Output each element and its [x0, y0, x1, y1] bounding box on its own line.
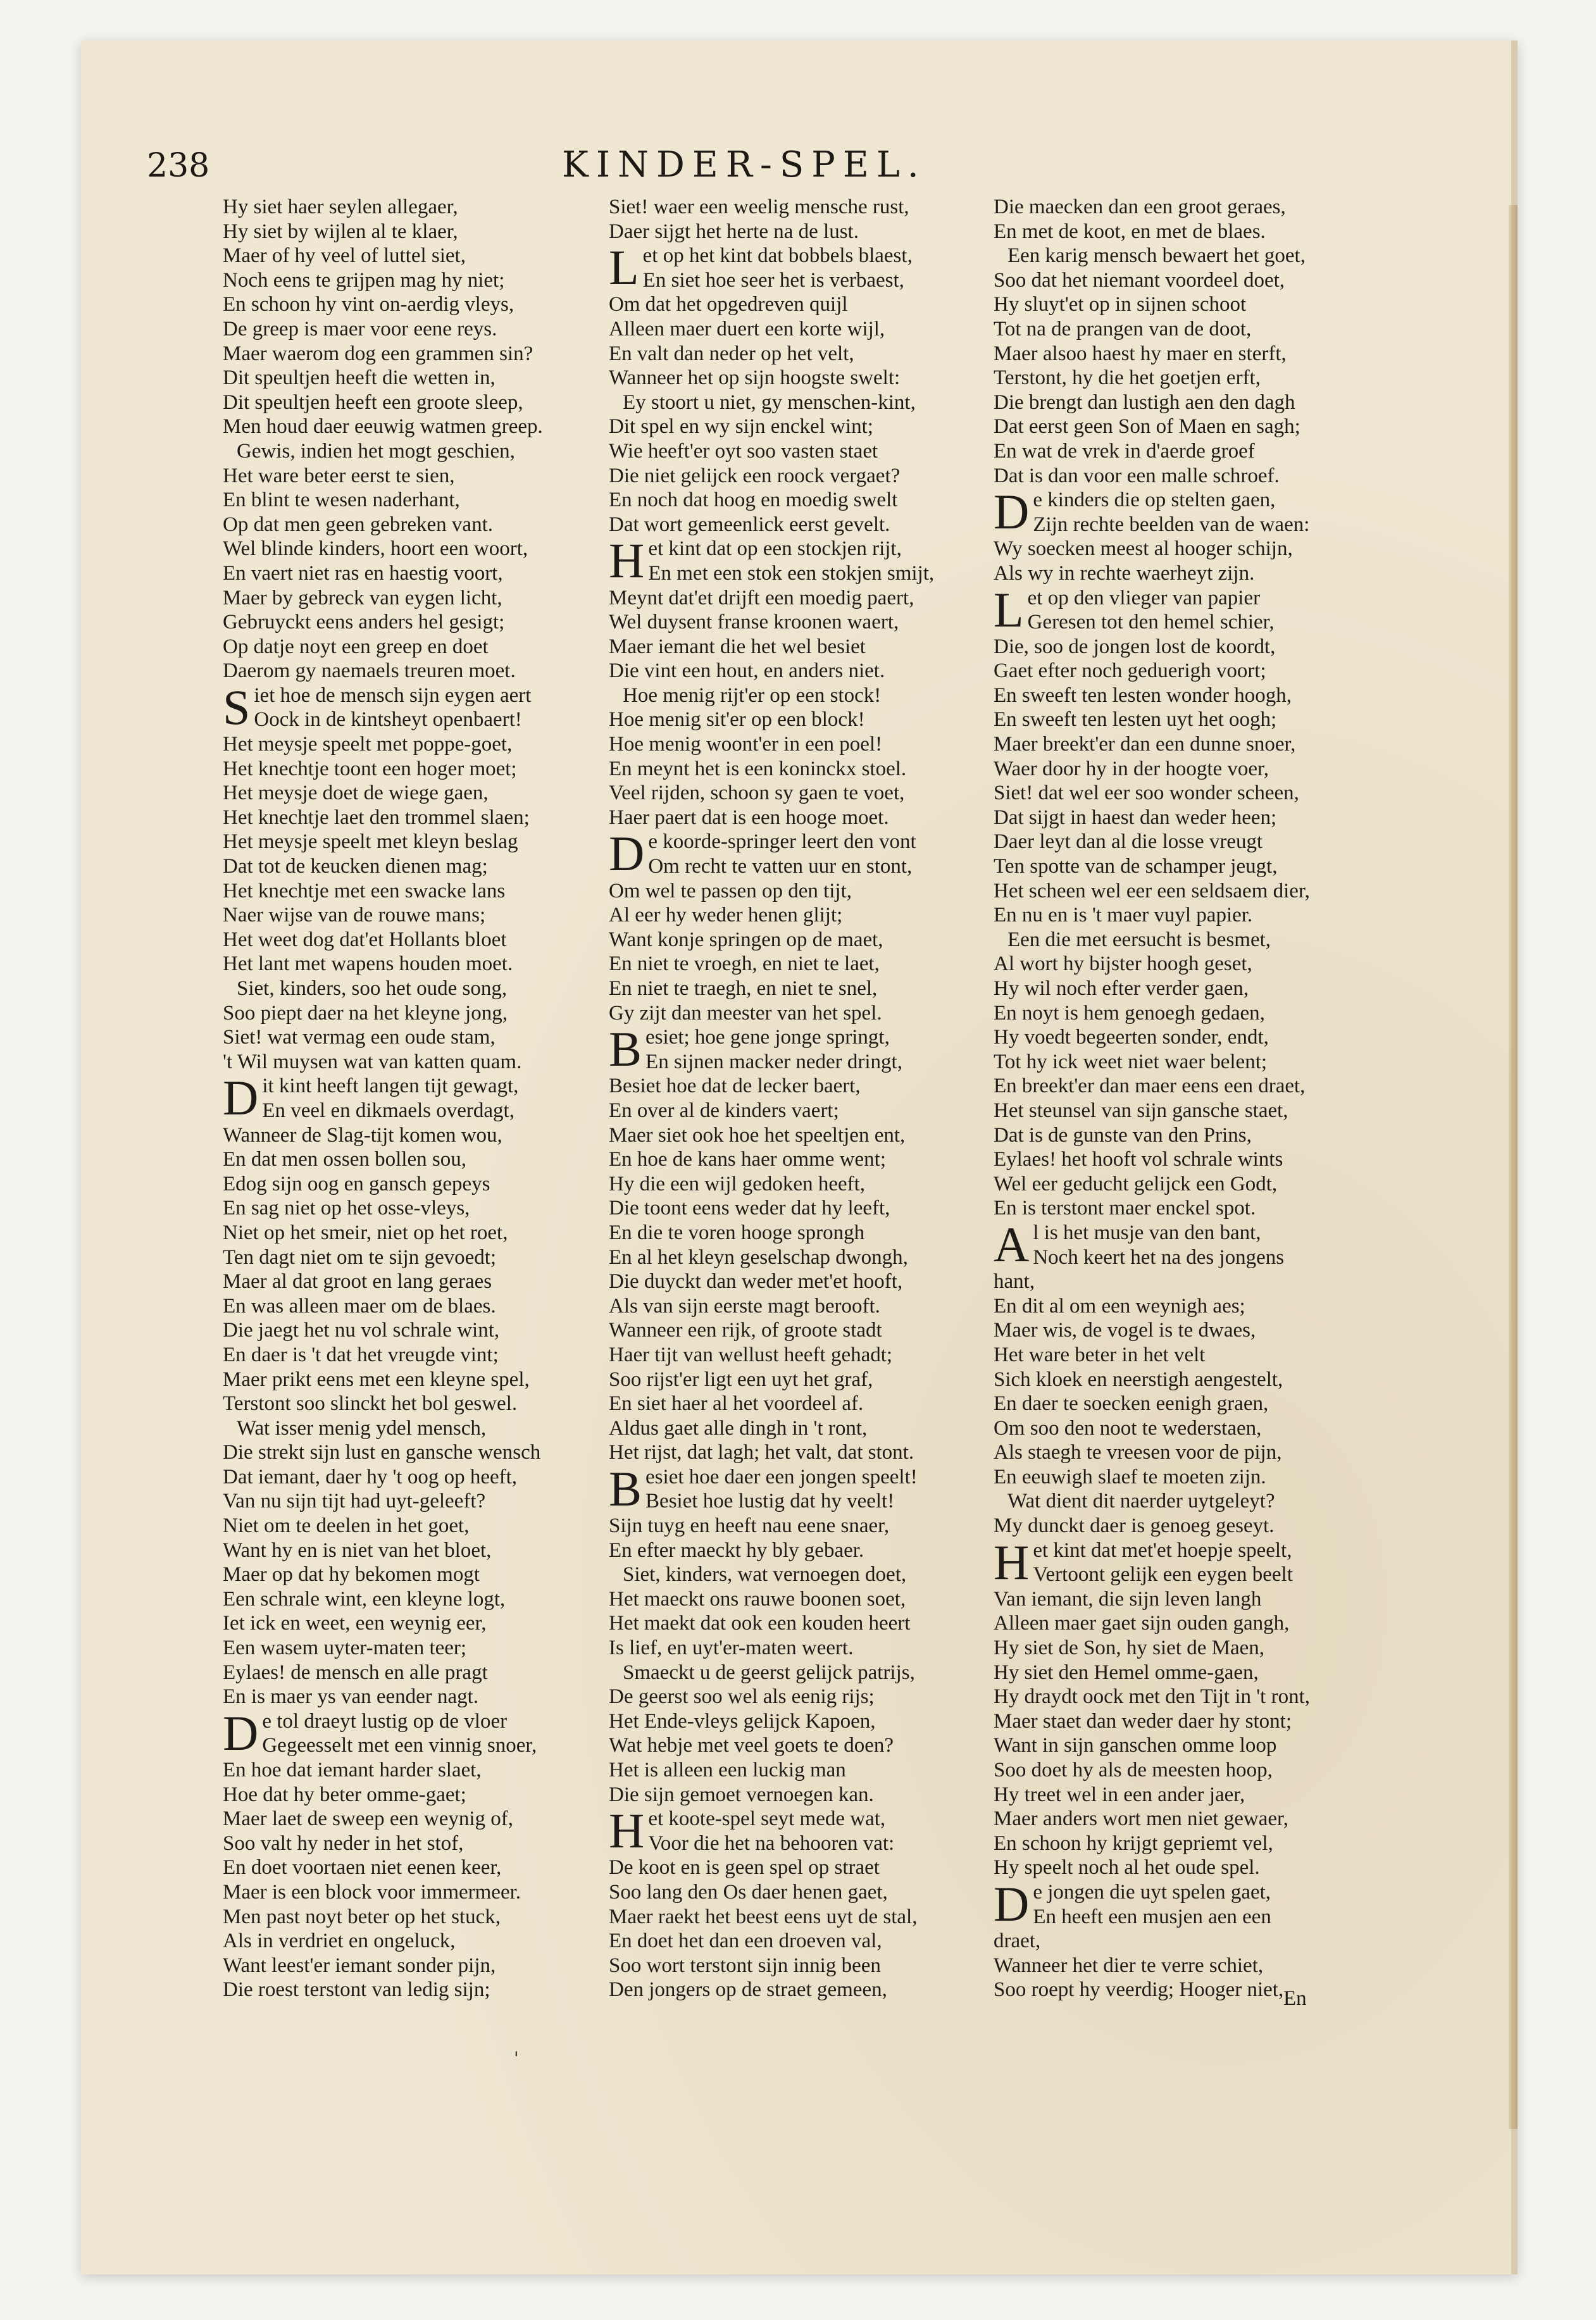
text-line: Maer of hy veel of luttel siet, — [223, 244, 466, 268]
text-line: Dat wort gemeenlick eerst gevelt. — [609, 513, 890, 536]
text-line: Maer prikt eens met een kleyne spel, — [223, 1368, 530, 1391]
drop-cap: H — [994, 1534, 1030, 1590]
text-line: Hy treet wel in een ander jaer, — [994, 1783, 1245, 1806]
text-line: Siet, kinders, soo het oude song, — [237, 977, 508, 1000]
text-line: Niet op het smeir, niet op het roet, — [223, 1221, 508, 1244]
text-line: Maer by gebreck van eygen licht, — [223, 586, 502, 609]
text-line: Op datje noyt een greep en doet — [223, 635, 489, 658]
text-line: Vertoont gelijk een eygen beelt — [1033, 1563, 1293, 1587]
text-line: De jongen die uyt spelen gaet, — [994, 1876, 1271, 1931]
text-line: Wat isser menig ydel mensch, — [237, 1416, 487, 1440]
drop-cap: A — [994, 1216, 1030, 1272]
text-line: Oock in de kintsheyt openbaert! — [254, 708, 522, 732]
text-line: Wanneer de Slag-tijt komen wou, — [223, 1123, 502, 1147]
text-line: Gebruyckt eens anders hel gesigt; — [223, 611, 505, 634]
text-line: Daer sijgt het herte na de lust. — [609, 220, 859, 243]
text-line: Gegeesselt met een vinnig snoer, — [262, 1734, 537, 1757]
text-line: Dit speultjen heeft een groote sleep, — [223, 390, 523, 414]
drop-cap: D — [994, 1876, 1030, 1931]
text-line: Het koote-spel seyt mede wat, — [609, 1803, 886, 1859]
text-line: Hy siet de Son, hy siet de Maen, — [994, 1637, 1265, 1660]
text-line: Het Ende-vleys gelijck Kapoen, — [609, 1709, 876, 1733]
text-line: En over al de kinders vaert; — [609, 1099, 839, 1122]
text-line: Wel duysent franse kroonen waert, — [609, 611, 899, 634]
text-line: De geerst soo wel als eenig rijs; — [609, 1685, 875, 1709]
text-line: Het maeckt ons rauwe boonen soet, — [609, 1587, 906, 1611]
text-line: Het scheen wel eer een seldsaem dier, — [994, 879, 1310, 902]
text-line: Het meysje speelt met kleyn beslag — [223, 830, 518, 854]
text-line: Die maecken dan een groot geraes, — [994, 196, 1286, 218]
drop-cap: D — [223, 1705, 259, 1761]
text-line: Tot hy ick weet niet waer belent; — [994, 1050, 1268, 1073]
text-line: Hy siet den Hemel omme-gaen, — [994, 1661, 1259, 1684]
text-line: Maer raekt het beest eens uyt de stal, — [609, 1905, 918, 1928]
text-line: En niet te traegh, en niet te snel, — [609, 977, 878, 1000]
text-line: Die, soo de jongen lost de koordt, — [994, 635, 1276, 658]
text-line: En sweeft ten lesten uyt het oogh; — [994, 708, 1277, 732]
text-line: Een karig mensch bewaert het goet, — [1007, 244, 1306, 268]
catchword: En — [1283, 1987, 1307, 2010]
text-line: Soo rijst'er ligt een uyt het graf, — [609, 1368, 873, 1391]
text-line: Maer anders wort men niet gewaer, — [994, 1807, 1288, 1831]
text-line: Het meysje speelt met poppe-goet, — [223, 733, 513, 756]
text-line: Dat sijgt in haest dan weder heen; — [994, 806, 1277, 829]
text-line: Voor die het na behooren vat: — [648, 1831, 895, 1855]
text-line: Dit kint heeft langen tijt gewagt, — [223, 1070, 519, 1126]
text-line: Hy speelt noch al het oude spel. — [994, 1856, 1260, 1880]
text-line: Die strekt sijn lust en gansche wensch — [223, 1441, 541, 1464]
text-line: En hoe de kans haer omme went; — [609, 1148, 887, 1171]
text-line: Die jaegt het nu vol schrale wint, — [223, 1319, 500, 1342]
text-line: Is lief, en uyt'er-maten weert. — [609, 1637, 854, 1660]
text-line: Siet! dat wel eer soo wonder scheen, — [994, 782, 1299, 805]
stray-mark: ' — [514, 2048, 519, 2069]
drop-cap: L — [609, 240, 639, 296]
text-line: Het lant met wapens houden moet. — [223, 952, 513, 976]
page-number: 238 — [147, 147, 210, 185]
text-line: En dit al om een weynigh aes; — [994, 1294, 1245, 1318]
text-line: De tol draeyt lustig op de vloer — [223, 1705, 508, 1761]
text-line: Siet, kinders, wat vernoegen doet, — [623, 1563, 907, 1587]
running-head: KINDER-SPEL. — [562, 144, 926, 185]
text-line: En sag niet op het osse-vleys, — [223, 1197, 470, 1220]
text-line: Daer leyt dan al die losse vreugt — [994, 830, 1263, 854]
text-line: Wat dient dit naerder uytgeleyt? — [1007, 1490, 1275, 1513]
text-line: Hy draydt oock met den Tijt in 't ront, — [994, 1685, 1311, 1709]
text-line: Gewis, indien het mogt geschien, — [237, 439, 515, 463]
text-line: Het ware beter in het velt — [994, 1343, 1206, 1366]
text-line: En blint te wesen naderhant, — [223, 489, 460, 512]
text-line: Hy voedt begeerten sonder, endt, — [994, 1026, 1269, 1049]
text-line: En eeuwigh slaef te moeten zijn. — [994, 1465, 1266, 1488]
text-line: Soo dat het niemant voordeel doet, — [994, 268, 1285, 292]
text-line: De greep is maer voor eene reys. — [223, 317, 497, 340]
text-line: En doet voortaen niet eenen keer, — [223, 1856, 502, 1880]
text-line: Want hy en is niet van het bloet, — [223, 1538, 492, 1562]
text-line: Hoe menig woont'er in een poel! — [609, 733, 883, 756]
text-line: Wie heeft'er oyt soo vasten staet — [609, 439, 878, 463]
text-line: Aldus gaet alle dingh in 't ront, — [609, 1416, 868, 1440]
text-line: Als staegh te vreesen voor de pijn, — [994, 1441, 1282, 1464]
text-line: Alleen maer duert een korte wijl, — [609, 317, 885, 340]
text-line: Van nu sijn tijt had uyt-geleeft? — [223, 1490, 486, 1513]
text-line: Dat iemant, daer hy 't oog op heeft, — [223, 1465, 518, 1488]
text-line: Die niet gelijck een roock vergaet? — [609, 464, 901, 487]
text-line: Let op het kint dat bobbels blaest, — [609, 240, 913, 296]
text-column-right — [994, 195, 1386, 2002]
text-line: En dat men ossen bollen sou, — [223, 1148, 466, 1171]
text-line: Soo wort terstont sijn innig been — [609, 1954, 881, 1977]
text-line: Wy soecken meest al hooger schijn, — [994, 537, 1293, 561]
text-line: En met de koot, en met de blaes. — [994, 220, 1266, 243]
drop-cap: L — [994, 582, 1024, 637]
text-line: Eylaes! het hooft vol schrale wints — [994, 1148, 1283, 1171]
text-line: En doet het dan een droeven val, — [609, 1930, 882, 1953]
text-line: Om wel te passen op den tijt, — [609, 879, 852, 902]
text-line: Den jongers op de straet gemeen, — [609, 1978, 887, 2002]
text-line: Het knechtje toont een hoger moet; — [223, 757, 517, 780]
drop-cap: D — [609, 826, 645, 882]
text-line: En niet te vroegh, en niet te laet, — [609, 952, 880, 976]
text-line: Dit speultjen heeft die wetten in, — [223, 366, 496, 390]
drop-cap: D — [994, 484, 1030, 540]
text-line: Soo doet hy als de meesten hoop, — [994, 1759, 1273, 1781]
text-line: Die toont eens weder dat hy leeft, — [609, 1197, 890, 1220]
drop-cap: H — [609, 533, 645, 589]
text-line: En valt dan neder op het velt, — [609, 342, 854, 365]
text-line: En was alleen maer om de blaes. — [223, 1294, 496, 1318]
text-line: Het steunsel van sijn gansche staet, — [994, 1099, 1288, 1122]
text-line: Het is alleen een luckig man — [609, 1759, 846, 1781]
text-line: En heeft een musjen aen een — [1033, 1905, 1271, 1928]
text-line: Geresen tot den hemel schier, — [1027, 611, 1275, 634]
text-line: Siet hoe de mensch sijn eygen aert — [223, 679, 532, 735]
text-line: En vaert niet ras en haestig voort, — [223, 561, 503, 585]
text-line: draet, — [994, 1930, 1041, 1953]
text-line: Maer waerom dog een grammen sin? — [223, 342, 533, 365]
text-line: En veel en dikmaels overdagt, — [262, 1099, 514, 1122]
text-line: Wanneer het dier te verre schiet, — [994, 1954, 1264, 1977]
text-line: Als in verdriet en ongeluck, — [223, 1930, 456, 1953]
drop-cap: H — [609, 1803, 645, 1859]
text-line: Daerom gy naemaels treuren moet. — [223, 659, 516, 683]
text-line: Hy sluyt'et op in sijnen schoot — [994, 293, 1247, 316]
text-line: Besiet; hoe gene jonge springt, — [609, 1021, 890, 1077]
text-column-left — [223, 195, 609, 2002]
text-line: Wel eer geducht gelijck een Godt, — [994, 1172, 1278, 1195]
text-line: Besiet hoe daer een jongen speelt! — [609, 1461, 918, 1516]
text-line: Als wy in rechte waerheyt zijn. — [994, 561, 1255, 585]
text-line: Maer al dat groot en lang geraes — [223, 1270, 492, 1294]
text-line: De kinders die op stelten gaen, — [994, 484, 1276, 540]
text-column-middle — [609, 195, 995, 2002]
text-line: En al het kleyn geselschap dwongh, — [609, 1245, 908, 1269]
text-line: Al wort hy bijster hoogh geset, — [994, 952, 1252, 976]
text-line: En nu en is 't maer vuyl papier. — [994, 904, 1253, 927]
text-line: En siet haer al het voordeel af. — [609, 1392, 864, 1416]
text-line: Het knechtje laet den trommel slaen; — [223, 806, 530, 829]
text-line: Maer laet de sweep een weynig of, — [223, 1807, 514, 1831]
text-line: Hy wil noch efter verder gaen, — [994, 977, 1249, 1000]
text-line: En schoon hy vint on-aerdig vleys, — [223, 293, 514, 316]
text-line: En noch dat hoog en moedig swelt — [609, 489, 898, 512]
text-line: Hy die een wijl gedoken heeft, — [609, 1172, 866, 1195]
text-line: Maer is een block voor immermeer. — [223, 1880, 521, 1904]
text-line: En is terstont maer enckel spot. — [994, 1197, 1256, 1220]
text-line: Het rijst, dat lagh; het valt, dat stont. — [609, 1441, 914, 1464]
text-line: Men past noyt beter op het stuck, — [223, 1905, 501, 1928]
text-line: Want in sijn ganschen omme loop — [994, 1734, 1277, 1757]
text-line: Een die met eersucht is besmet, — [1007, 928, 1271, 951]
text-line: Die vint een hout, en anders niet. — [609, 659, 885, 683]
text-line: Soo roept hy veerdig; Hooger niet, — [994, 1978, 1284, 2002]
text-line: Hy siet by wijlen al te klaer, — [223, 220, 458, 243]
text-line: Sich kloek en neerstigh aengestelt, — [994, 1368, 1283, 1391]
text-line: Die sijn gemoet vernoegen kan. — [609, 1783, 874, 1806]
text-line: Het weet dog dat'et Hollants bloet — [223, 928, 507, 951]
text-line: En sweeft ten lesten wonder hoogh, — [994, 683, 1292, 707]
text-line: Niet om te deelen in het goet, — [223, 1514, 470, 1538]
text-line: De koot en is geen spel op straet — [609, 1856, 880, 1880]
text-line: Alleen maer gaet sijn ouden gangh, — [994, 1612, 1290, 1635]
text-line: Zijn rechte beelden van de waen: — [1033, 513, 1310, 536]
text-line: Maer wis, de vogel is te dwaes, — [994, 1319, 1256, 1342]
drop-cap: S — [223, 679, 251, 735]
text-line: Maer siet ook hoe het speeltjen ent, — [609, 1123, 906, 1147]
text-line: Een schrale wint, een kleyne logt, — [223, 1587, 506, 1611]
text-line: Meynt dat'et drijft een moedig paert, — [609, 586, 914, 609]
text-line: Terstont soo slinckt het bol geswel. — [223, 1392, 518, 1416]
text-line: Veel rijden, schoon sy gaen te voet, — [609, 782, 905, 805]
text-line: Het knechtje met een swacke lans — [223, 879, 506, 902]
text-line: Maer breekt'er dan een dunne snoer, — [994, 733, 1296, 756]
text-line: Want konje springen op de maet, — [609, 928, 883, 951]
text-line: Tot na de prangen van de doot, — [994, 317, 1252, 340]
text-line: En schoon hy krijgt gepriemt vel, — [994, 1831, 1273, 1855]
text-line: En meynt het is een koninckx stoel. — [609, 757, 907, 780]
page-edge — [1509, 205, 1518, 2129]
text-line: hant, — [994, 1270, 1035, 1294]
text-line: Smaeckt u de geerst gelijck patrijs, — [623, 1661, 915, 1684]
text-line: Soo lang den Os daer henen gaet, — [609, 1880, 888, 1904]
text-line: Dat tot de keucken dienen mag; — [223, 855, 488, 878]
text-line: Dit spel en wy sijn enckel wint; — [609, 415, 873, 439]
text-line: Die roest terstont van ledig sijn; — [223, 1978, 490, 2002]
text-line: Sijn tuyg en heeft nau eene snaer, — [609, 1514, 890, 1538]
text-line: Als van sijn eerste magt berooft. — [609, 1294, 880, 1318]
text-line: Hoe menig rijt'er op een stock! — [623, 683, 882, 707]
text-line: 't Wil muysen wat van katten quam. — [223, 1050, 522, 1073]
text-line: Besiet hoe lustig dat hy veelt! — [645, 1490, 895, 1513]
text-line: Het kint dat met'et hoepje speelt, — [994, 1534, 1292, 1590]
text-line: Besiet hoe dat de lecker baert, — [609, 1075, 861, 1098]
text-line: En breekt'er dan maer eens een draet, — [994, 1075, 1306, 1098]
text-line: Let op den vlieger van papier — [994, 582, 1261, 637]
text-line: En met een stok een stokjen smijt, — [648, 561, 935, 585]
text-line: Maer alsoo haest hy maer en sterft, — [994, 342, 1287, 365]
text-line: Siet! wat vermag een oude stam, — [223, 1026, 496, 1049]
text-line: Een wasem uyter-maten teer; — [223, 1637, 467, 1660]
text-line: Op dat men geen gebreken vant. — [223, 513, 494, 536]
text-line: Dat eerst geen Son of Maen en sagh; — [994, 415, 1300, 439]
text-line: Waer door hy in der hoogte voer, — [994, 757, 1269, 780]
text-line: En hoe dat iemant harder slaet, — [223, 1759, 482, 1781]
text-line: Ten spotte van de schamper jeugt, — [994, 855, 1278, 878]
text-line: Wanneer een rijk, of groote stadt — [609, 1319, 882, 1342]
text-line: En daer te soecken eenigh graen, — [994, 1392, 1269, 1416]
text-line: Al eer hy weder henen glijt; — [609, 904, 843, 927]
drop-cap: B — [609, 1461, 642, 1516]
text-line: Het meysje doet de wiege gaen, — [223, 782, 489, 805]
text-line: Noch eens te grijpen mag hy niet; — [223, 268, 505, 292]
text-line: Maer staet dan weder daer hy stont; — [994, 1709, 1292, 1733]
text-line: Naer wijse van de rouwe mans; — [223, 904, 486, 927]
text-line: Haer paert dat is een hooge moet. — [609, 806, 889, 829]
text-line: Ey stoort u niet, gy menschen-kint, — [623, 390, 916, 414]
text-line: En siet hoe seer het is verbaest, — [642, 268, 904, 292]
text-line: Eylaes! de mensch en alle pragt — [223, 1661, 488, 1684]
text-line: Men houd daer eeuwig watmen greep. — [223, 415, 543, 439]
text-line: Wat hebje met veel goets te doen? — [609, 1734, 894, 1757]
text-line: Maer iemant die het wel besiet — [609, 635, 866, 658]
text-line: En is maer ys van eender nagt. — [223, 1685, 479, 1709]
text-line: En wat de vrek in d'aerde groef — [994, 439, 1255, 463]
text-line: Van iemant, die sijn leven langh — [994, 1587, 1262, 1611]
text-line: Al is het musje van den bant, — [994, 1216, 1261, 1272]
text-line: Het kint dat op een stockjen rijt, — [609, 533, 902, 589]
text-line: Wanneer het op sijn hoogste swelt: — [609, 366, 901, 390]
text-line: Het ware beter eerst te sien, — [223, 464, 455, 487]
text-line: En sijnen macker neder dringt, — [645, 1050, 902, 1073]
text-line: Gy zijt dan meester van het spel. — [609, 1001, 882, 1025]
text-line: En efter maeckt hy bly gebaer. — [609, 1538, 864, 1562]
text-line: Hoe menig sit'er op een block! — [609, 708, 865, 732]
text-line: Haer tijt van wellust heeft gehadt; — [609, 1343, 893, 1366]
drop-cap: B — [609, 1021, 642, 1077]
text-line: Edog sijn oog en gansch gepeys — [223, 1172, 490, 1195]
text-line: Die brengt dan lustigh aen den dagh — [994, 390, 1295, 414]
text-line: Dat is dan voor een malle schroef. — [994, 464, 1280, 487]
text-line: Om recht te vatten uur en stont, — [648, 855, 913, 878]
text-line: Gaet efter noch geduerigh voort; — [994, 659, 1266, 683]
text-line: Hoe dat hy beter omme-gaet; — [223, 1783, 466, 1806]
text-line: Die duyckt dan weder met'et hooft, — [609, 1270, 903, 1294]
drop-cap: D — [223, 1070, 259, 1126]
text-line: Maer op dat hy bekomen mogt — [223, 1563, 480, 1587]
text-line: Siet! waer een weelig mensche rust, — [609, 196, 909, 218]
text-line: En die te voren hooge sprongh — [609, 1221, 865, 1244]
text-line: Hy siet haer seylen allegaer, — [223, 196, 458, 218]
text-line: Soo piept daer na het kleyne jong, — [223, 1001, 508, 1025]
text-line: Soo valt hy neder in het stof, — [223, 1831, 464, 1855]
text-line: Dat is de gunste van den Prins, — [994, 1123, 1252, 1147]
text-line: Het maekt dat ook een kouden heert — [609, 1612, 911, 1635]
text-line: Want leest'er iemant sonder pijn, — [223, 1954, 496, 1977]
text-line: Om dat het opgedreven quijl — [609, 293, 848, 316]
text-line: Om soo den noot te wederstaen, — [994, 1416, 1262, 1440]
text-line: De koorde-springer leert den vont — [609, 826, 916, 882]
text-line: En daer is 't dat het vreugde vint; — [223, 1343, 499, 1366]
text-line: My dunckt daer is genoeg geseyt. — [994, 1514, 1275, 1538]
text-line: Wel blinde kinders, hoort een woort, — [223, 537, 528, 561]
text-line: Ten dagt niet om te sijn gevoedt; — [223, 1245, 497, 1269]
text-line: Noch keert het na des jongens — [1033, 1245, 1285, 1269]
text-line: En noyt is hem genoegh gedaen, — [994, 1001, 1265, 1025]
text-line: Terstont, hy die het goetjen erft, — [994, 366, 1261, 390]
text-line: Iet ick en weet, een weynig eer, — [223, 1612, 487, 1635]
